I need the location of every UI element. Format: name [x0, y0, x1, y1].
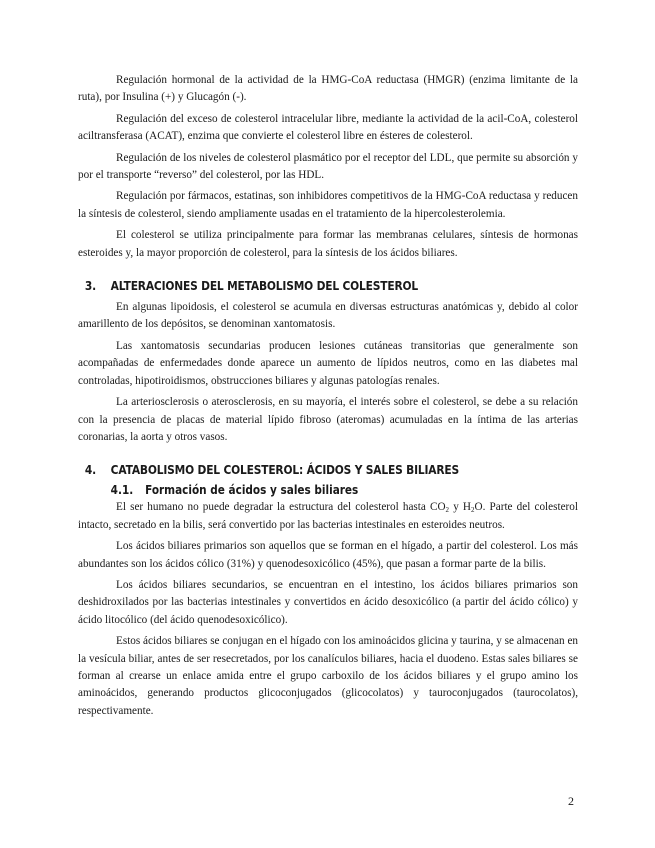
section-number: 4.: [84, 462, 97, 478]
paragraph: Los ácidos biliares primarios son aquellos que se forman en el hígado, a partir del colesterol. Los más abundantes son los ácidos cólico (31%) y quenodesoxicólico (45%), que pasan a formar parte de la bilis.: [78, 540, 578, 570]
section-title: CATABOLISMO DEL COLESTEROL: ÁCIDOS Y SALES BILIARES: [110, 462, 460, 478]
paragraph: El ser humano no puede degradar la estructura del colesterol hasta $CO_2$ y $H_2O$. Parte del colesterol intacto, secretado en la bilis, será convertido por las bacterias intestinales en esteroides neutros.: [78, 501, 578, 531]
paragraph: Regulación por fármacos, estatinas, son inhibidores competitivos de la HMG-CoA reductasa y reducen la síntesis de colesterol, siendo ampliamente usadas en el tratamiento de la hipercolesterolemia.: [78, 190, 578, 220]
paragraph: Regulación de los niveles de colesterol plasmático por el receptor del LDL, que permite su absorción y por el transporte “reverso” del colesterol, por las HDL.: [78, 151, 578, 182]
paragraph: Los ácidos biliares secundarios, se encuentran en el intestino, los ácidos biliares primarios son deshidroxilados por las bacterias intestinales y convertidos en ácido desoxicólico (a partir del ácido cólico) y ácido litocólico (del ácido quenodesoxicólico).: [78, 578, 578, 626]
section-4-heading: [78, 462, 508, 477]
paragraph: Las xantomatosis secundarias producen lesiones cutáneas transitorias que generalmente son acompañadas de enfermedades donde aparece un aumento de lípidos neutros, como en las diabetes mal controladas, hipotiroidismos, obstrucciones biliares y algunas patologías renales.: [78, 339, 578, 387]
subsection-number: 4.1.: [110, 483, 134, 498]
paragraph: Regulación del exceso de colesterol intracelular libre, mediante la actividad de la acil-CoA, colesterol aciltransferasa (ACAT), enzima que convierte el colesterol libre en ésteres de colesterol.: [78, 112, 578, 143]
subsection-title: Formación de ácidos y sales biliares: [145, 483, 359, 498]
section-title: ALTERACIONES DEL METABOLISMO DEL COLESTEROL: [110, 278, 419, 294]
section-number: 3.: [84, 278, 97, 294]
page-body: [78, 72, 578, 724]
paragraph: La arteriosclerosis o aterosclerosis, en su mayoría, el interés sobre el colesterol, se debe a su relación con la presencia de placas de material lípido fibroso (ateromas) acumuladas en la íntima de las arterias coronarias, la aorta y otros vasos.: [78, 396, 578, 443]
paragraph: En algunas lipoidosis, el colesterol se acumula en diversas estructuras anatómicas y, debido al color amarillento de los depósitos, se denominan xantomatosis.: [78, 301, 578, 331]
paragraph: El colesterol se utiliza principalmente para formar las membranas celulares, síntesis de hormonas esteroides y, la mayor proporción de colesterol, para la síntesis de los ácidos biliares.: [78, 229, 578, 259]
page-number: 2: [568, 794, 574, 808]
subsection-4-1-heading: [78, 483, 508, 497]
paragraph: Estos ácidos biliares se conjugan en el hígado con los aminoácidos glicina y taurina, y se almacenan en la vesícula biliar, antes de ser resecretados, por los canalículos biliares, hacia el duodeno. Estas sales biliares se forman al crearse un enlace amida entre el grupo carboxilo de los ácidos biliares y el grupo amino los aminoácidos, generando productos glicoconjugados (glicocolatos) y tauroconjugados (taurocolatos), respectivamente.: [78, 635, 578, 717]
section-3-heading: [78, 278, 508, 293]
paragraph: Regulación hormonal de la actividad de la HMG-CoA reductasa (HMGR) (enzima limitante de la ruta), por Insulina (+) y Glucagón (-).: [78, 74, 578, 104]
